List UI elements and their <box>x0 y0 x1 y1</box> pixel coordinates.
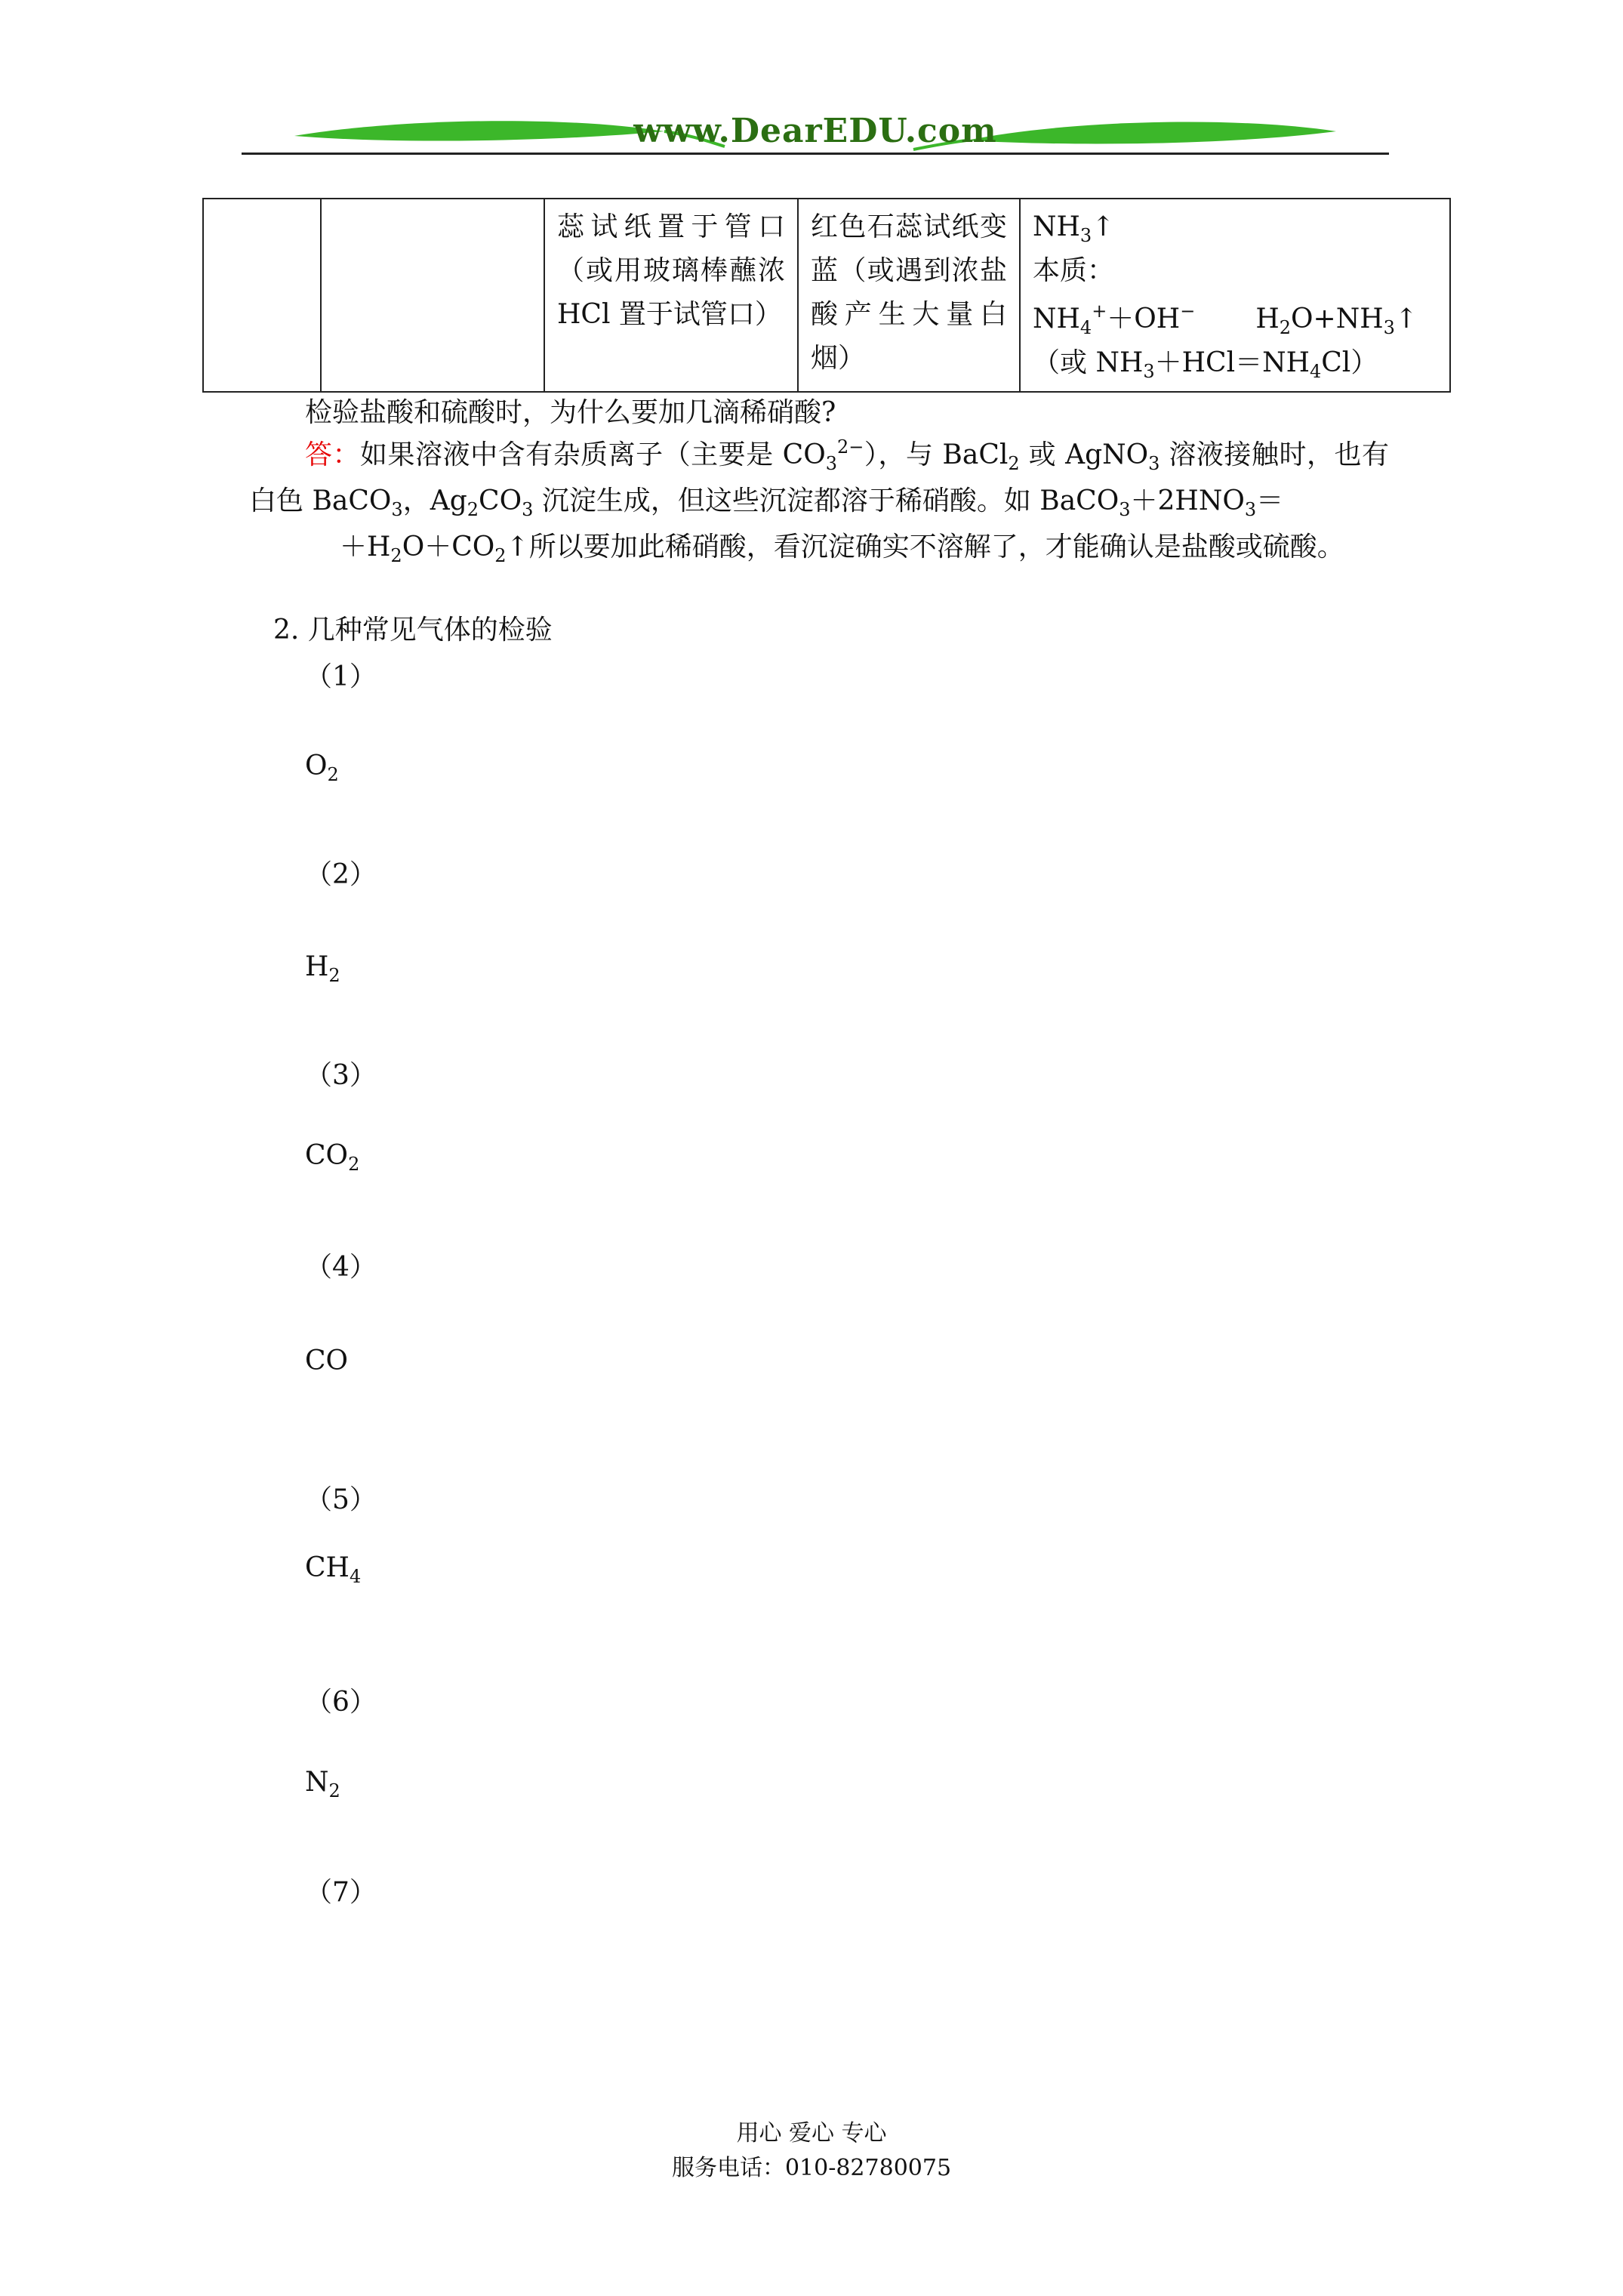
gas-item-6-number: （6） <box>305 1687 377 1718</box>
principle-equation: $NH_4^++OH^-$ $H_2O+NH_3↑$ <box>1033 300 1418 338</box>
site-header-logo <box>242 106 1389 166</box>
gas-item-3-name: $CO_2$ <box>305 1140 360 1175</box>
table-cell-principle <box>1020 199 1450 392</box>
footer-slogan: 用心 爱心 专心 <box>736 2120 887 2147</box>
section-title: 2. 几种常见气体的检验 <box>273 615 553 646</box>
gas-item-2-name: $H_2$ <box>305 951 340 986</box>
gas-item-1-number: （1） <box>305 661 377 692</box>
gas-item-5-number: （5） <box>305 1484 377 1515</box>
table-cell-empty <box>321 199 544 392</box>
table-cell-empty <box>203 199 321 392</box>
gas-item-4-number: （4） <box>305 1252 377 1283</box>
gas-item-1-name: $O_2$ <box>305 750 339 785</box>
gas-item-4-name: CO <box>305 1345 349 1376</box>
gas-item-2-number: （2） <box>305 859 377 890</box>
gas-item-5-name: $CH_4$ <box>305 1552 362 1587</box>
header-divider <box>242 153 1389 155</box>
principle-line-1: $NH_3↑$ <box>1033 211 1115 246</box>
principle-essence-label: 本质： <box>1033 255 1115 286</box>
footer-phone: 服务电话：010-82780075 <box>671 2155 952 2181</box>
table-row <box>203 199 1450 392</box>
detection-table <box>202 198 1451 393</box>
table-cell-method: 蕊试纸置于管口（或用玻璃棒蘸浓 HCl 置于试管口） <box>544 199 798 392</box>
table-cell-phenomenon: 红色石蕊试纸变蓝（或遇到浓盐酸产生大量白烟） <box>798 199 1020 392</box>
gas-item-7-number: （7） <box>305 1877 377 1908</box>
principle-alternative: （或 $NH_3+HCl=NH_4Cl$） <box>1033 347 1378 382</box>
answer-paragraph: 答：如果溶液中含有杂质离子（主要是 $CO_3^{2-}$），与 BaCl$_2$ 或 AgNO$_3$ 溶液接触时，也有白色 BaCO$_3$，$Ag_2CO_3$ 沉淀生成，但这些沉淀都溶于稀硝酸。如 $BaCO_3+2HNO_3=$ $+H_2O+CO_2↑$所以要加此稀硝酸，看沉淀确实不溶解了，才能确认是盐酸或硫酸。 <box>249 436 1389 566</box>
site-name: www.DearEDU.com <box>633 112 997 150</box>
question-text: 检验盐酸和硫酸时，为什么要加几滴稀硝酸? <box>305 397 836 428</box>
gas-item-6-name: $N_2$ <box>305 1767 340 1801</box>
answer-label: 答： <box>305 439 361 470</box>
gas-item-3-number: （3） <box>305 1060 377 1091</box>
